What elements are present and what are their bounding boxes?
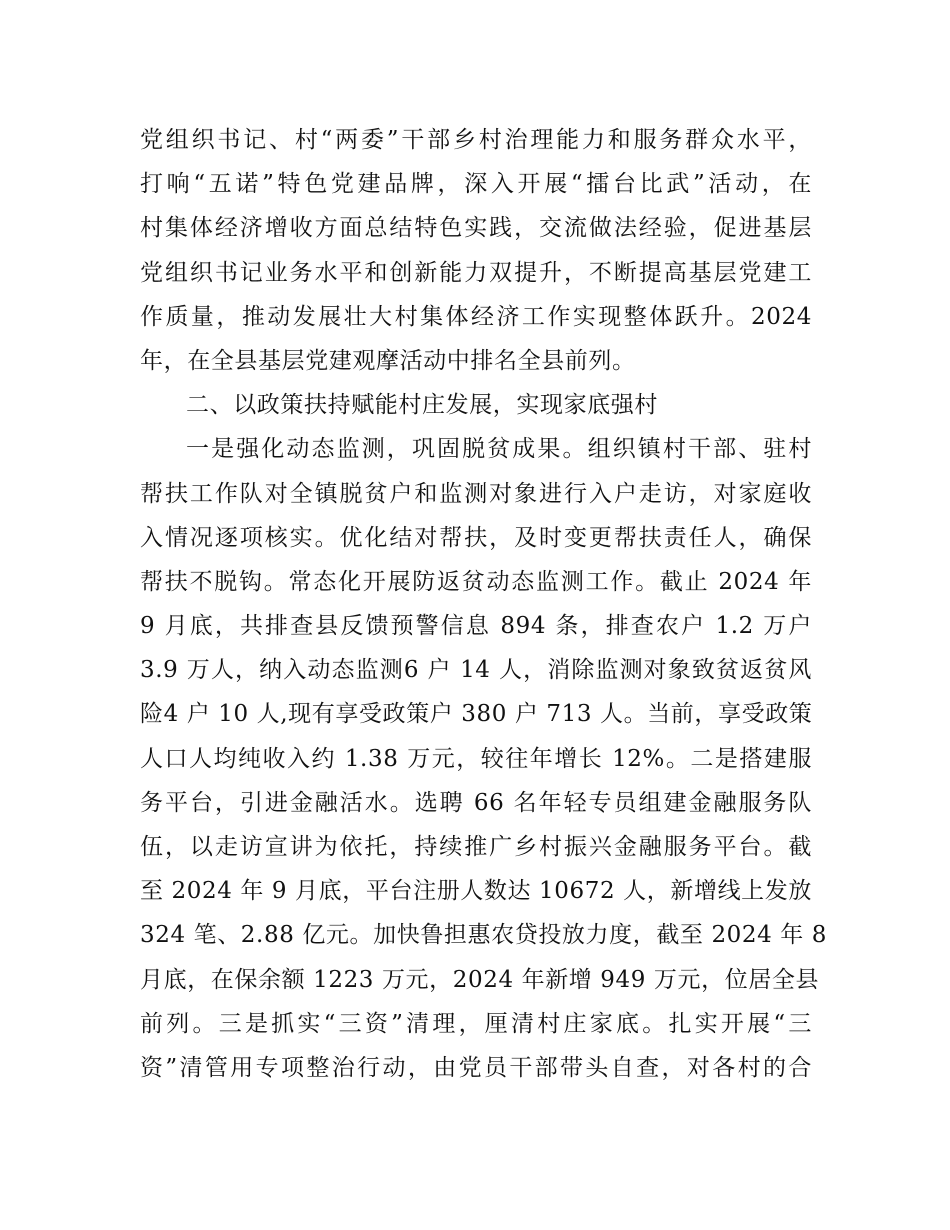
text-line: 至 2024 年 9 月底，平台注册人数达 10672 人，新增线上发放 bbox=[140, 878, 812, 905]
text-line: 前列。三是抓实“三资”清理，厘清村庄家底。扎实开展“三 bbox=[140, 1010, 812, 1037]
text-line: 伍，以走访宣讲为依托，持续推广乡村振兴金融服务平台。截 bbox=[140, 834, 812, 860]
document-body bbox=[140, 118, 828, 1090]
text-line: 险4 户 10 人,现有享受政策户 380 户 713 人。当前，享受政策 bbox=[140, 701, 813, 728]
text-line: 年，在全县基层党建观摩活动中排名全县前列。 bbox=[140, 347, 636, 374]
text-line: 324 笔、2.88 亿元。加快鲁担惠农贷投放力度，截至 2024 年 8 bbox=[140, 922, 828, 949]
text-line: 作质量，推动发展壮大村集体经济工作实现整体跃升。2024 bbox=[140, 303, 812, 330]
text-line: 务平台，引进金融活水。选聘 66 名年轻专员组建金融服务队 bbox=[140, 789, 812, 816]
text-line: 月底，在保余额 1223 万元，2024 年新增 949 万元，位居全县 bbox=[140, 966, 820, 993]
text-line: 帮扶不脱钩。常态化开展防返贫动态监测工作。截止 2024 年 bbox=[140, 568, 812, 595]
paragraph-first-line: 一是强化动态监测，巩固脱贫成果。组织镇村干部、驻村 bbox=[186, 436, 812, 463]
text-line: 村集体经济增收方面总结特色实践，交流做法经验，促进基层 bbox=[140, 215, 812, 242]
text-line: 3.9 万人，纳入动态监测6 户 14 人，消除监测对象致贫返贫风 bbox=[140, 657, 812, 684]
text-line: 人口人均纯收入约 1.38 万元，较往年增长 12%。二是搭建服 bbox=[140, 745, 812, 772]
text-line: 打响“五诺”特色党建品牌，深入开展“擂台比武”活动，在 bbox=[140, 171, 812, 198]
section-heading: 二、以政策扶持赋能村庄发展，实现家底强村 bbox=[186, 392, 658, 419]
text-line: 入情况逐项核实。优化结对帮扶，及时变更帮扶责任人，确保 bbox=[140, 524, 812, 551]
text-line: 帮扶工作队对全镇脱贫户和监测对象进行入户走访，对家庭收 bbox=[140, 480, 812, 507]
text-line: 资”清管用专项整治行动，由党员干部带头自查，对各村的合 bbox=[140, 1054, 812, 1081]
text-line: 9 月底，共排查县反馈预警信息 894 条，排查农户 1.2 万户 bbox=[140, 613, 812, 640]
text-line: 党组织书记、村“两委”干部乡村治理能力和服务群众水平， bbox=[140, 127, 812, 153]
text-line: 党组织书记业务水平和创新能力双提升，不断提高基层党建工 bbox=[140, 259, 812, 286]
